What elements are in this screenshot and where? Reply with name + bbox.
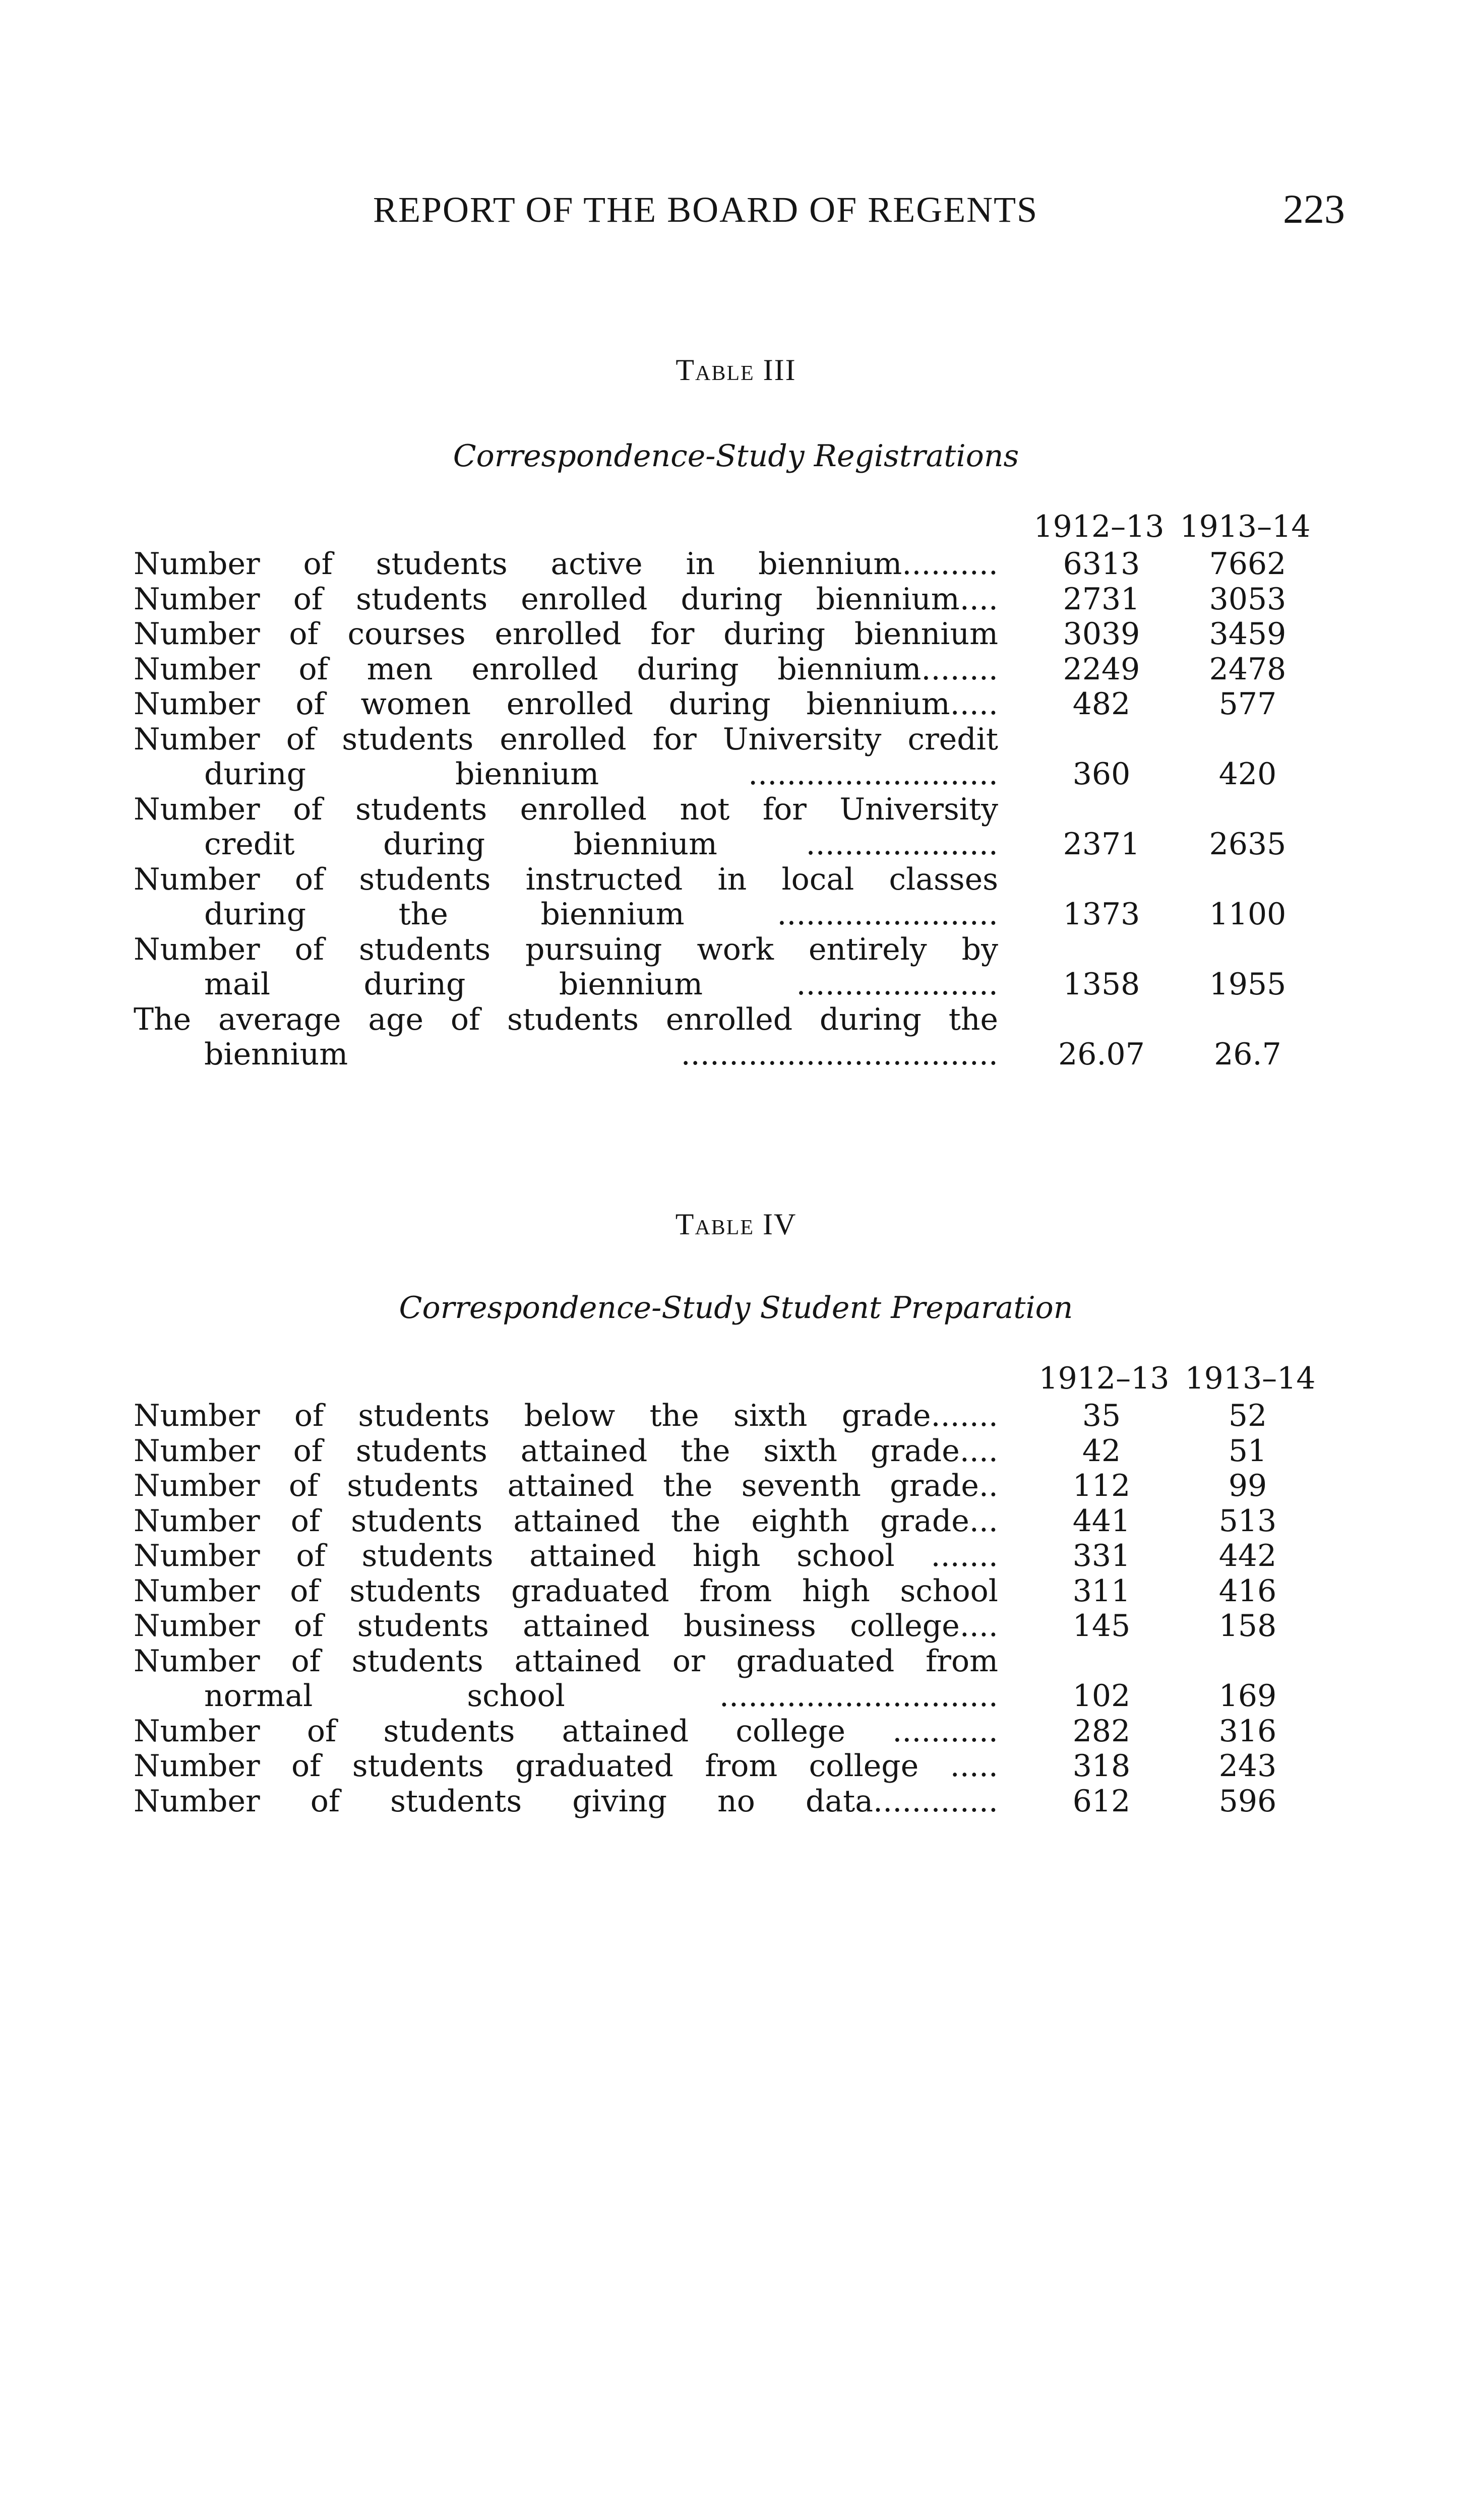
value-1913-14: 3053: [1209, 581, 1286, 617]
row-label: [134, 652, 998, 687]
row-label-line-1: Number of students attained the eighth grade...: [134, 1503, 998, 1539]
row-label: [134, 687, 998, 722]
row-label-line-1: The average age of students enrolled during the: [134, 1001, 998, 1037]
row-label-line-1: Number of students pursuing work entirely by: [134, 931, 998, 967]
table-row: [134, 617, 1321, 652]
row-label: [134, 1539, 998, 1574]
row-label-line-1: Number of students attained or graduated from: [134, 1643, 998, 1679]
value-1912-13: 318: [1072, 1748, 1131, 1784]
row-label-line-2: during the biennium .......................: [204, 897, 998, 932]
value-1913-14: 596: [1218, 1783, 1277, 1819]
page-number: 223: [1283, 186, 1345, 232]
value-1913-14: 442: [1218, 1538, 1277, 1573]
row-label-line-1: Number of students graduated from high school: [134, 1573, 998, 1609]
value-1913-14: 243: [1218, 1748, 1277, 1784]
row-label-line-1: Number of students attained the seventh grade..: [134, 1468, 998, 1503]
row-label: [134, 547, 998, 582]
row-label-line-2: during biennium ..........................: [204, 757, 998, 792]
value-1913-14: 26.7: [1214, 1037, 1281, 1072]
row-label-line-1: Number of students active in biennium..........: [134, 546, 998, 582]
table-3-column-headers: [1026, 509, 1318, 544]
table-3-body: [134, 547, 1321, 1073]
value-1912-13: 331: [1072, 1538, 1131, 1573]
value-1913-14: 513: [1218, 1503, 1277, 1539]
row-label: [134, 1002, 998, 1073]
value-1912-13: 612: [1072, 1783, 1131, 1819]
value-1913-14: 7662: [1209, 546, 1286, 582]
value-1913-14: 51: [1228, 1433, 1267, 1469]
row-label: [134, 1644, 998, 1714]
table-row: [134, 862, 1321, 932]
row-label-line-2: credit during biennium ....................: [204, 827, 998, 862]
table-row: [134, 1434, 1321, 1469]
table-row: [134, 1469, 1321, 1504]
row-label-line-1: Number of students attained high school .......: [134, 1538, 998, 1573]
table-row: [134, 547, 1321, 582]
value-1912-13: 1358: [1063, 967, 1140, 1002]
value-1913-14: 52: [1228, 1398, 1267, 1433]
row-label-line-1: Number of students attained business college....: [134, 1608, 998, 1644]
table-row: [134, 1574, 1321, 1609]
value-1912-13: 42: [1082, 1433, 1121, 1469]
value-1913-14: 3459: [1209, 616, 1286, 652]
row-label: [134, 862, 998, 932]
row-label-line-2: normal school .............................: [204, 1678, 998, 1714]
table-row: [134, 652, 1321, 687]
table-row: [134, 1504, 1321, 1539]
row-label-line-2: biennium .................................: [204, 1037, 998, 1072]
value-1913-14: 169: [1218, 1678, 1277, 1714]
value-1913-14: 158: [1218, 1608, 1277, 1644]
value-1913-14: 1100: [1209, 897, 1286, 932]
row-label: [134, 1574, 998, 1609]
table-row: [134, 582, 1321, 617]
row-label: [134, 722, 998, 792]
value-1912-13: 360: [1072, 757, 1131, 792]
table-4-col-1912-13: 1912–13: [1038, 1361, 1170, 1396]
value-1912-13: 35: [1082, 1398, 1121, 1433]
table-4-body: [134, 1399, 1321, 1819]
table-3-title: Table III: [676, 353, 796, 387]
table-row: [134, 1399, 1321, 1434]
row-label: [134, 932, 998, 1002]
value-1912-13: 441: [1072, 1503, 1131, 1539]
row-label: [134, 1784, 998, 1819]
row-label: [134, 582, 998, 617]
value-1912-13: 112: [1072, 1468, 1131, 1503]
table-3-subtitle: Correspondence-Study Registrations: [453, 438, 1019, 474]
value-1913-14: 99: [1228, 1468, 1267, 1503]
value-1912-13: 2371: [1063, 827, 1140, 862]
row-label-line-1: Number of students below the sixth grade.......: [134, 1398, 998, 1433]
table-row: [134, 1002, 1321, 1073]
row-label-line-1: Number of students giving no data.............: [134, 1783, 998, 1819]
value-1913-14: 416: [1218, 1573, 1277, 1609]
value-1912-13: 2731: [1063, 581, 1140, 617]
value-1912-13: 6313: [1063, 546, 1140, 582]
value-1913-14: 2635: [1209, 827, 1286, 862]
table-4-title: Table IV: [675, 1208, 797, 1241]
value-1912-13: 3039: [1063, 616, 1140, 652]
row-label-line-1: Number of men enrolled during biennium........: [134, 651, 998, 687]
table-row: [134, 932, 1321, 1002]
table-row: [134, 687, 1321, 722]
row-label: [134, 1469, 998, 1504]
row-label-line-1: Number of students graduated from college .....: [134, 1748, 998, 1784]
value-1913-14: 1955: [1209, 967, 1286, 1002]
table-4-column-headers: [1031, 1361, 1323, 1396]
table-4-col-1913-14: 1913–14: [1185, 1361, 1316, 1396]
table-row: [134, 1644, 1321, 1714]
row-label: [134, 617, 998, 652]
row-label: [134, 1714, 998, 1749]
table-row: [134, 1609, 1321, 1644]
value-1912-13: 311: [1072, 1573, 1131, 1609]
row-label-line-1: Number of women enrolled during biennium.....: [134, 686, 998, 722]
table-row: [134, 792, 1321, 862]
value-1912-13: 282: [1072, 1713, 1131, 1749]
row-label-line-1: Number of students instructed in local classes: [134, 861, 998, 897]
row-label-line-1: Number of courses enrolled for during biennium: [134, 616, 998, 652]
table-row: [134, 1749, 1321, 1784]
value-1912-13: 1373: [1063, 897, 1140, 932]
value-1912-13: 26.07: [1058, 1037, 1145, 1072]
row-label: [134, 1609, 998, 1644]
table-4-subtitle: Correspondence-Study Student Preparation: [399, 1290, 1073, 1326]
value-1913-14: 420: [1218, 757, 1277, 792]
row-label-line-1: Number of students enrolled not for University: [134, 791, 998, 827]
row-label: [134, 1399, 998, 1434]
running-title: REPORT OF THE BOARD OF REGENTS: [373, 190, 1038, 230]
row-label: [134, 792, 998, 862]
table-3-col-1913-14: 1913–14: [1180, 509, 1311, 544]
row-label: [134, 1434, 998, 1469]
value-1913-14: 2478: [1209, 651, 1286, 687]
row-label-line-1: Number of students enrolled during biennium....: [134, 581, 998, 617]
row-label-line-1: Number of students attained college ...........: [134, 1713, 998, 1749]
table-row: [134, 1784, 1321, 1819]
table-row: [134, 722, 1321, 792]
table-row: [134, 1714, 1321, 1749]
row-label: [134, 1749, 998, 1784]
table-row: [134, 1539, 1321, 1574]
value-1913-14: 316: [1218, 1713, 1277, 1749]
value-1913-14: 577: [1218, 686, 1277, 722]
value-1912-13: 145: [1072, 1608, 1131, 1644]
row-label: [134, 1504, 998, 1539]
row-label-line-1: Number of students enrolled for University credit: [134, 721, 998, 757]
row-label-line-2: mail during biennium .....................: [204, 967, 998, 1002]
value-1912-13: 482: [1072, 686, 1131, 722]
row-label-line-1: Number of students attained the sixth grade....: [134, 1433, 998, 1469]
value-1912-13: 102: [1072, 1678, 1131, 1714]
value-1912-13: 2249: [1063, 651, 1140, 687]
table-3-col-1912-13: 1912–13: [1033, 509, 1164, 544]
